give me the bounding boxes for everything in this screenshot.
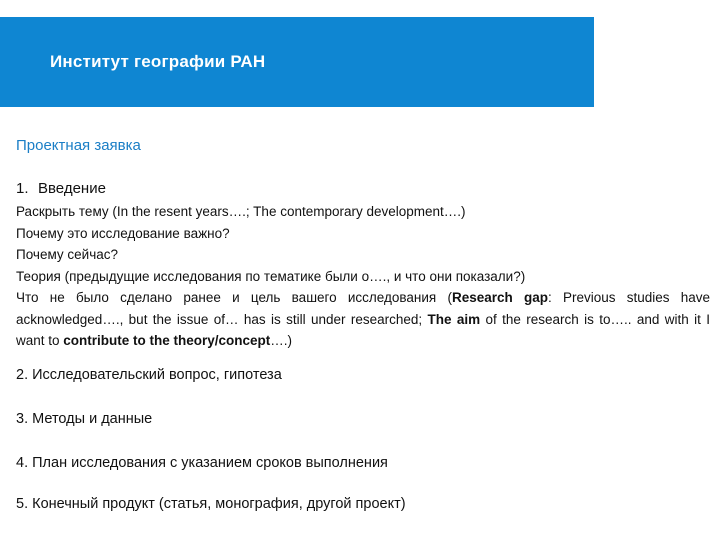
item-research-question: 2. Исследовательский вопрос, гипотеза — [16, 367, 282, 383]
paragraph-text: Что не было сделано ранее и цель вашего исследования ( — [16, 290, 452, 305]
contribution-label: contribute to the theory/concept — [63, 333, 271, 348]
body-line: Почему это исследование важно? — [16, 225, 230, 241]
item-final-product: 5. Конечный продукт (статья, монография, другой проект) — [16, 496, 406, 512]
section-title: Проектная заявка — [16, 137, 141, 154]
item-plan: 4. План исследования с указанием сроков выполнения — [16, 455, 388, 471]
intro-body — [16, 201, 710, 352]
aim-label: The aim — [427, 311, 481, 327]
body-line: Теория (предыдущие исследования по тематике были о…., и что они показали?) — [16, 268, 526, 284]
item-methods: 3. Методы и данные — [16, 411, 153, 427]
intro-heading — [16, 180, 106, 197]
intro-number: 1. — [16, 180, 29, 197]
body-line: Почему сейчас? — [16, 247, 118, 262]
body-line: Раскрыть тему (In the resent years….; The contemporary development….) — [16, 204, 466, 219]
research-gap-label: Research gap — [451, 290, 548, 305]
intro-heading-text: Введение — [38, 180, 106, 197]
paragraph-text: ….) — [270, 333, 293, 348]
research-gap-paragraph — [16, 287, 710, 352]
institute-title: Институт географии РАН — [50, 52, 266, 71]
paragraph-text: : Previous studies have acknowledged…., but the issue of… has is still under researched; — [16, 290, 710, 327]
paragraph-text: of the research is to….. and with it I want to — [16, 311, 710, 348]
